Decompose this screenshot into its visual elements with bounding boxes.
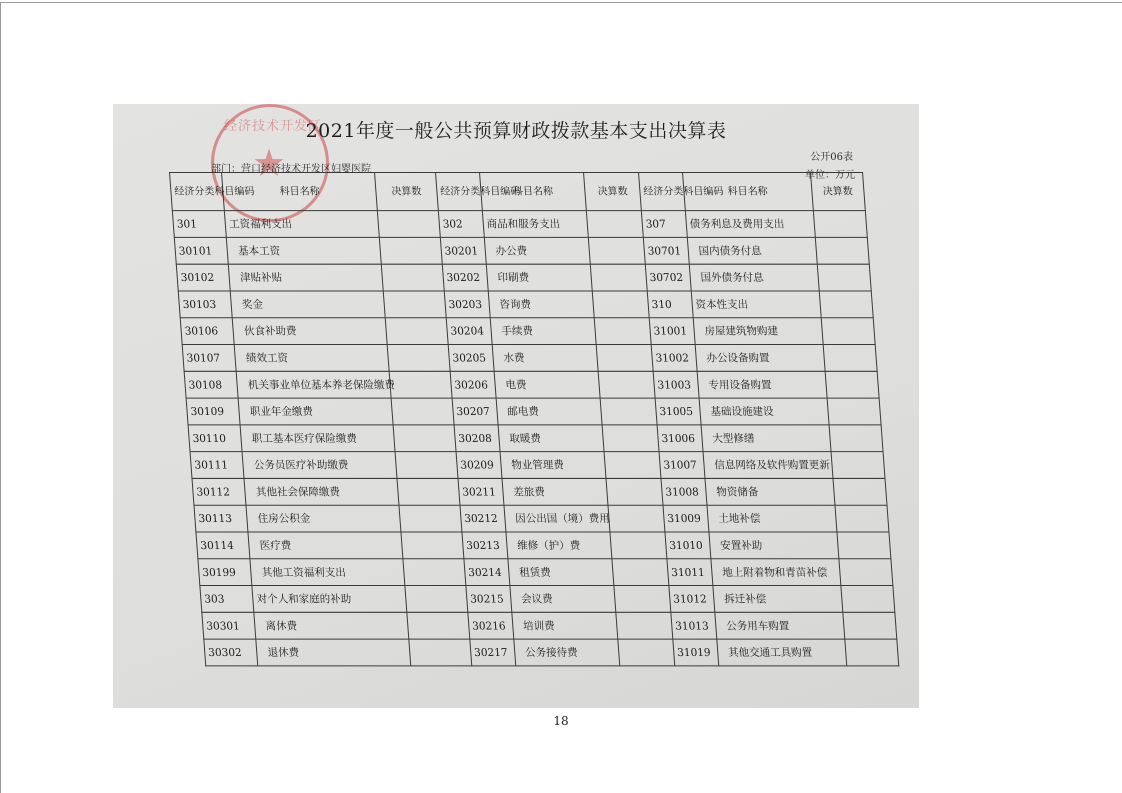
account-name-cell: 退休费 bbox=[256, 639, 411, 666]
account-code-cell: 31009 bbox=[663, 505, 709, 532]
page-left-border bbox=[0, 2, 1, 793]
amount-cell bbox=[605, 452, 661, 479]
account-code-cell: 30207 bbox=[452, 398, 498, 425]
account-code-cell: 30211 bbox=[458, 478, 504, 505]
amount-cell bbox=[819, 291, 873, 318]
budget-table-wrapper bbox=[169, 172, 902, 699]
table-header-row bbox=[170, 173, 866, 211]
account-name-cell: 电费 bbox=[494, 371, 601, 398]
header-amount: 决算数 bbox=[584, 173, 641, 211]
account-code-cell: 303 bbox=[200, 586, 254, 613]
amount-cell bbox=[618, 639, 674, 666]
account-code-cell: 30212 bbox=[460, 505, 506, 532]
account-name-cell: 物资储备 bbox=[705, 478, 835, 505]
account-code-cell: 301 bbox=[172, 211, 226, 238]
account-name-cell: 差旅费 bbox=[502, 478, 609, 505]
account-code-cell: 30208 bbox=[454, 425, 500, 452]
account-name-cell: 债务利息及费用支出 bbox=[685, 211, 815, 238]
account-name-cell: 培训费 bbox=[512, 612, 619, 639]
amount-cell bbox=[825, 371, 879, 398]
account-name-cell: 离休费 bbox=[254, 612, 409, 639]
account-name-cell: 对个人和家庭的补助 bbox=[252, 586, 407, 613]
account-name-cell: 其他交通工具购置 bbox=[717, 639, 847, 666]
amount-cell bbox=[591, 264, 647, 291]
account-code-cell: 30111 bbox=[190, 452, 244, 479]
amount-cell bbox=[614, 586, 670, 613]
account-name-cell: 其他工资福利支出 bbox=[250, 559, 405, 586]
amount-cell bbox=[391, 398, 454, 425]
amount-cell bbox=[385, 318, 448, 345]
account-name-cell: 会议费 bbox=[510, 586, 617, 613]
account-code-cell: 30214 bbox=[464, 559, 510, 586]
account-code-cell: 30301 bbox=[202, 612, 256, 639]
account-name-cell: 国内债务付息 bbox=[687, 237, 817, 264]
account-code-cell: 30112 bbox=[192, 478, 246, 505]
account-name-cell: 土地补偿 bbox=[707, 505, 837, 532]
page-number: 18 bbox=[553, 714, 569, 728]
account-code-cell: 31008 bbox=[661, 478, 707, 505]
amount-cell bbox=[389, 371, 452, 398]
amount-cell bbox=[817, 264, 871, 291]
budget-table bbox=[169, 172, 899, 666]
amount-cell bbox=[409, 639, 472, 666]
amount-cell bbox=[831, 452, 885, 479]
account-name-cell: 信息网络及软件购置更新 bbox=[703, 452, 833, 479]
department-label: 部门：营口经济技术开发区妇婴医院 bbox=[211, 164, 371, 175]
account-code-cell: 30206 bbox=[450, 371, 496, 398]
account-code-cell: 31005 bbox=[655, 398, 701, 425]
amount-cell bbox=[608, 505, 664, 532]
account-code-cell: 30110 bbox=[188, 425, 242, 452]
account-name-cell: 物业管理费 bbox=[500, 452, 607, 479]
account-name-cell: 工资福利支出 bbox=[225, 211, 380, 238]
account-name-cell: 资本性支出 bbox=[691, 291, 821, 318]
account-code-cell: 30114 bbox=[196, 532, 250, 559]
account-name-cell: 办公费 bbox=[484, 237, 591, 264]
account-code-cell: 31010 bbox=[665, 532, 711, 559]
account-code-cell: 30202 bbox=[442, 264, 488, 291]
amount-cell bbox=[387, 345, 450, 372]
table-row bbox=[204, 639, 899, 666]
amount-cell bbox=[379, 237, 442, 264]
account-name-cell: 公务用车购置 bbox=[715, 612, 845, 639]
account-code-cell: 30215 bbox=[466, 586, 512, 613]
header-amount: 决算数 bbox=[375, 173, 439, 211]
amount-cell bbox=[395, 452, 458, 479]
table-row bbox=[196, 532, 891, 559]
account-code-cell: 30102 bbox=[176, 264, 230, 291]
document-title: 2021年度一般公共预算财政拨款基本支出决算表 bbox=[305, 120, 727, 142]
account-code-cell: 30702 bbox=[645, 264, 691, 291]
header-code: 经济分类科目编码 bbox=[638, 173, 685, 211]
account-code-cell: 31003 bbox=[653, 371, 699, 398]
amount-cell bbox=[397, 478, 460, 505]
account-code-cell: 30205 bbox=[448, 345, 494, 372]
account-name-cell: 医疗费 bbox=[248, 532, 403, 559]
account-name-cell: 地上附着物和青苗补偿 bbox=[711, 559, 841, 586]
account-name-cell: 大型修缮 bbox=[701, 425, 831, 452]
amount-cell bbox=[393, 425, 456, 452]
amount-cell bbox=[587, 211, 643, 238]
account-name-cell: 国外债务付息 bbox=[689, 264, 819, 291]
amount-cell bbox=[405, 586, 468, 613]
table-row bbox=[198, 559, 893, 586]
account-code-cell: 31007 bbox=[659, 452, 705, 479]
table-row bbox=[182, 345, 877, 372]
account-code-cell: 30109 bbox=[186, 398, 240, 425]
amount-cell bbox=[401, 532, 464, 559]
account-name-cell: 维修（护）费 bbox=[506, 532, 613, 559]
account-name-cell: 职工基本医疗保险缴费 bbox=[240, 425, 395, 452]
account-name-cell: 房屋建筑物购建 bbox=[693, 318, 823, 345]
amount-cell bbox=[589, 237, 645, 264]
table-row bbox=[176, 264, 871, 291]
account-code-cell: 31013 bbox=[671, 612, 717, 639]
account-code-cell: 31002 bbox=[651, 345, 697, 372]
page-top-border bbox=[0, 2, 1122, 3]
account-code-cell: 30213 bbox=[462, 532, 508, 559]
table-row bbox=[174, 237, 869, 264]
account-code-cell: 31001 bbox=[649, 318, 695, 345]
header-name: 科目名称 bbox=[682, 173, 813, 211]
amount-cell bbox=[840, 586, 894, 613]
amount-cell bbox=[829, 425, 883, 452]
account-name-cell: 绩效工资 bbox=[234, 345, 389, 372]
table-row bbox=[184, 371, 879, 398]
account-name-cell: 基本工资 bbox=[227, 237, 382, 264]
account-name-cell: 因公出国（境）费用 bbox=[504, 505, 611, 532]
account-code-cell: 30217 bbox=[470, 639, 516, 666]
table-row bbox=[172, 211, 867, 238]
account-code-cell: 31006 bbox=[657, 425, 703, 452]
amount-cell bbox=[835, 505, 889, 532]
account-code-cell: 30107 bbox=[182, 345, 236, 372]
amount-cell bbox=[377, 211, 440, 238]
account-name-cell: 公务员医疗补助缴费 bbox=[242, 452, 397, 479]
account-code-cell: 30101 bbox=[174, 237, 228, 264]
amount-cell bbox=[403, 559, 466, 586]
table-row bbox=[180, 318, 875, 345]
account-code-cell: 30302 bbox=[204, 639, 258, 666]
account-name-cell: 机关事业单位基本养老保险缴费 bbox=[236, 371, 391, 398]
account-code-cell: 30103 bbox=[178, 291, 232, 318]
account-code-cell: 307 bbox=[641, 211, 687, 238]
account-code-cell: 310 bbox=[647, 291, 693, 318]
account-code-cell: 30106 bbox=[180, 318, 234, 345]
amount-cell bbox=[601, 398, 657, 425]
account-name-cell: 商品和服务支出 bbox=[482, 211, 589, 238]
table-body bbox=[172, 211, 898, 666]
table-row bbox=[178, 291, 873, 318]
table-row bbox=[190, 452, 885, 479]
amount-cell bbox=[595, 318, 651, 345]
account-code-cell: 31012 bbox=[669, 586, 715, 613]
account-name-cell: 职业年金缴费 bbox=[238, 398, 393, 425]
table-row bbox=[186, 398, 881, 425]
account-name-cell: 印刷费 bbox=[486, 264, 593, 291]
header-name: 科目名称 bbox=[222, 173, 378, 211]
header-amount: 决算数 bbox=[810, 173, 865, 211]
account-code-cell: 302 bbox=[438, 211, 484, 238]
header-name: 科目名称 bbox=[479, 173, 586, 211]
paper-sheet bbox=[113, 104, 919, 708]
amount-cell bbox=[399, 505, 462, 532]
table-row bbox=[194, 505, 889, 532]
header-code: 经济分类科目编码 bbox=[170, 173, 225, 211]
table-row bbox=[202, 612, 897, 639]
amount-cell bbox=[844, 639, 898, 666]
account-name-cell: 基础设施建设 bbox=[699, 398, 829, 425]
account-code-cell: 30209 bbox=[456, 452, 502, 479]
amount-cell bbox=[383, 291, 446, 318]
account-name-cell: 伙食补助费 bbox=[233, 318, 388, 345]
seal-text: 经济技术开发区 bbox=[224, 119, 323, 134]
account-name-cell: 专用设备购置 bbox=[697, 371, 827, 398]
amount-cell bbox=[815, 237, 869, 264]
table-row bbox=[200, 586, 895, 613]
seal-star-icon: ★ bbox=[252, 141, 287, 185]
account-name-cell: 津贴补贴 bbox=[229, 264, 384, 291]
amount-cell bbox=[838, 559, 892, 586]
amount-cell bbox=[599, 371, 655, 398]
amount-cell bbox=[827, 398, 881, 425]
account-name-cell: 安置补助 bbox=[709, 532, 839, 559]
amount-cell bbox=[612, 559, 668, 586]
account-code-cell: 30204 bbox=[446, 318, 492, 345]
account-name-cell: 咨询费 bbox=[488, 291, 595, 318]
amount-cell bbox=[610, 532, 666, 559]
account-code-cell: 30113 bbox=[194, 505, 248, 532]
account-code-cell: 30201 bbox=[440, 237, 486, 264]
account-code-cell: 30203 bbox=[444, 291, 490, 318]
account-code-cell: 30108 bbox=[184, 371, 238, 398]
amount-cell bbox=[813, 211, 867, 238]
account-name-cell: 租赁费 bbox=[508, 559, 615, 586]
account-code-cell: 30701 bbox=[643, 237, 689, 264]
account-name-cell: 取暖费 bbox=[498, 425, 605, 452]
account-name-cell: 公务接待费 bbox=[514, 639, 621, 666]
account-name-cell: 水费 bbox=[492, 345, 599, 372]
account-name-cell: 住房公积金 bbox=[246, 505, 401, 532]
amount-cell bbox=[836, 532, 890, 559]
amount-cell bbox=[842, 612, 896, 639]
amount-cell bbox=[833, 478, 887, 505]
amount-cell bbox=[821, 318, 875, 345]
account-name-cell: 手续费 bbox=[490, 318, 597, 345]
document-photo bbox=[113, 104, 919, 708]
amount-cell bbox=[407, 612, 470, 639]
account-name-cell: 奖金 bbox=[231, 291, 386, 318]
account-code-cell: 30216 bbox=[468, 612, 514, 639]
account-code-cell: 31019 bbox=[673, 639, 719, 666]
account-name-cell: 办公设备购置 bbox=[695, 345, 825, 372]
account-name-cell: 邮电费 bbox=[496, 398, 603, 425]
amount-cell bbox=[606, 478, 662, 505]
amount-cell bbox=[597, 345, 653, 372]
amount-cell bbox=[616, 612, 672, 639]
unit-label: 单位：万元 bbox=[805, 170, 855, 181]
amount-cell bbox=[603, 425, 659, 452]
table-row bbox=[188, 425, 883, 452]
account-code-cell: 30199 bbox=[198, 559, 252, 586]
amount-cell bbox=[823, 345, 877, 372]
table-row bbox=[192, 478, 887, 505]
form-code: 公开06表 bbox=[810, 152, 853, 163]
header-code: 经济分类科目编码 bbox=[435, 173, 482, 211]
account-code-cell: 31011 bbox=[667, 559, 713, 586]
account-name-cell: 拆迁补偿 bbox=[713, 586, 843, 613]
account-name-cell: 其他社会保障缴费 bbox=[244, 478, 399, 505]
amount-cell bbox=[593, 291, 649, 318]
amount-cell bbox=[381, 264, 444, 291]
